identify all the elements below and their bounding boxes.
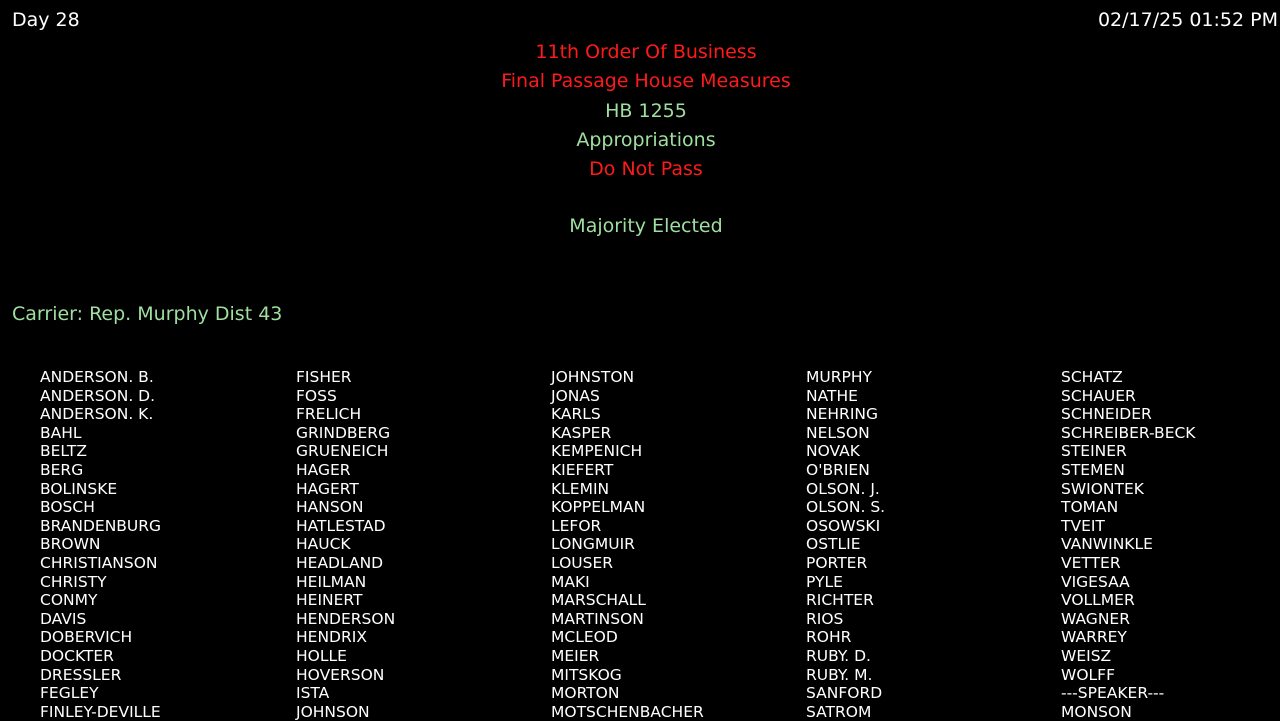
member-name: ANDERSON. D. <box>40 386 156 405</box>
member-name: O'BRIEN <box>806 460 870 479</box>
member-name: HAUCK <box>296 535 351 554</box>
member-name: WOLFF <box>1061 665 1115 684</box>
member-name: FEGLEY <box>40 684 99 703</box>
member-name: OLSON. S. <box>806 498 886 517</box>
member-name: SCHAUER <box>1061 386 1136 405</box>
member-name: PYLE <box>806 572 843 591</box>
member-name: STEMEN <box>1061 460 1125 479</box>
member-name: SCHREIBER-BECK <box>1061 423 1196 442</box>
member-name: MORTON <box>551 684 620 703</box>
member-name: MAKI <box>551 572 590 591</box>
member-name: TOMAN <box>1061 498 1119 517</box>
member-name: NOVAK <box>806 442 860 461</box>
member-name: MITSKOG <box>551 665 622 684</box>
member-name: BERG <box>40 460 84 479</box>
date-time-readout: 02/17/25 01:52 PM <box>1097 9 1278 31</box>
member-name: MONSON <box>1061 702 1132 721</box>
member-name: SANFORD <box>806 684 883 703</box>
member-name: MEIER <box>551 646 600 665</box>
member-name: TVEIT <box>1061 516 1105 535</box>
member-name: BOSCH <box>40 498 95 517</box>
member-name: ANDERSON. K. <box>40 405 154 424</box>
member-name: MCLEOD <box>551 628 618 647</box>
member-name: CHRISTY <box>40 572 107 591</box>
member-column-1 <box>40 368 161 721</box>
member-name: LEFOR <box>551 516 602 535</box>
member-name: SWIONTEK <box>1061 479 1144 498</box>
member-name: BOLINSKE <box>40 479 118 498</box>
committee-name: Appropriations <box>576 128 716 151</box>
member-name: HATLESTAD <box>296 516 386 535</box>
member-name: GRINDBERG <box>296 423 391 442</box>
member-name: BAHL <box>40 423 82 442</box>
member-name: RICHTER <box>806 591 874 610</box>
member-column-4 <box>806 368 885 721</box>
member-name: STEINER <box>1061 442 1127 461</box>
bill-number: HB 1255 <box>605 99 687 122</box>
member-name: WEISZ <box>1061 646 1112 665</box>
member-name: KASPER <box>551 423 612 442</box>
member-name: CHRISTIANSON <box>40 553 158 572</box>
member-column-5 <box>1061 368 1195 721</box>
measure-header <box>0 38 1280 184</box>
member-name: DOBERVICH <box>40 628 133 647</box>
member-name: VANWINKLE <box>1061 535 1153 554</box>
member-name: HAGERT <box>296 479 359 498</box>
member-name: ROHR <box>806 628 852 647</box>
member-name: SCHATZ <box>1061 368 1123 386</box>
member-name: BELTZ <box>40 442 88 461</box>
member-name: HEINERT <box>296 591 363 610</box>
member-name: NEHRING <box>806 405 878 424</box>
member-name: PORTER <box>806 553 868 572</box>
member-name: RUBY. D. <box>806 646 871 665</box>
member-name: FISHER <box>296 368 352 386</box>
member-name: WAGNER <box>1061 609 1130 628</box>
member-name: HOLLE <box>296 646 347 665</box>
vote-requirement: Majority Elected <box>569 215 723 237</box>
section-title: Final Passage House Measures <box>501 70 791 93</box>
member-name: DRESSLER <box>40 665 122 684</box>
member-name: SATROM <box>806 702 872 721</box>
member-column-2 <box>296 368 395 721</box>
member-name: CONMY <box>40 591 98 610</box>
member-name: ISTA <box>296 684 330 703</box>
member-name: NATHE <box>806 386 858 405</box>
member-name: FINLEY-DEVILLE <box>40 702 161 721</box>
member-name: FRELICH <box>296 405 362 424</box>
member-name: NELSON <box>806 423 870 442</box>
member-name: OSOWSKI <box>806 516 881 535</box>
legislative-day-label: Day 28 <box>12 9 80 31</box>
member-name: KIEFERT <box>551 460 614 479</box>
member-name: HANSON <box>296 498 364 517</box>
member-name: OLSON. J. <box>806 479 880 498</box>
member-column-3 <box>551 368 704 721</box>
member-name: RIOS <box>806 609 844 628</box>
member-name: KARLS <box>551 405 601 424</box>
member-name: HEILMAN <box>296 572 367 591</box>
member-name: ANDERSON. B. <box>40 368 154 386</box>
member-name: HEADLAND <box>296 553 384 572</box>
member-name: DAVIS <box>40 609 87 628</box>
member-name: HAGER <box>296 460 351 479</box>
member-name: JONAS <box>551 386 600 405</box>
member-name: BRANDENBURG <box>40 516 162 535</box>
member-name: KLEMIN <box>551 479 610 498</box>
member-name: DOCKTER <box>40 646 114 665</box>
member-name: WARREY <box>1061 628 1127 647</box>
member-name: KOPPELMAN <box>551 498 646 517</box>
member-name: SCHNEIDER <box>1061 405 1152 424</box>
member-name: RUBY. M. <box>806 665 873 684</box>
member-name: BROWN <box>40 535 101 554</box>
member-name: OSTLIE <box>806 535 861 554</box>
member-name: VOLLMER <box>1061 591 1135 610</box>
member-name: HOVERSON <box>296 665 385 684</box>
member-name: FOSS <box>296 386 337 405</box>
bill-carrier: Carrier: Rep. Murphy Dist 43 <box>12 303 283 325</box>
member-name: MARTINSON <box>551 609 644 628</box>
member-name: MARSCHALL <box>551 591 646 610</box>
member-name: JOHNSTON <box>551 368 635 386</box>
member-name: KEMPENICH <box>551 442 643 461</box>
member-name: VETTER <box>1061 553 1121 572</box>
member-name: HENDERSON <box>296 609 396 628</box>
member-name: ---SPEAKER--- <box>1061 684 1165 703</box>
order-of-business: 11th Order Of Business <box>535 41 757 63</box>
member-name: JOHNSON <box>296 702 370 721</box>
member-name: GRUENEICH <box>296 442 389 461</box>
member-name: LONGMUIR <box>551 535 635 554</box>
member-name: MOTSCHENBACHER <box>551 702 704 721</box>
member-name: LOUSER <box>551 553 614 572</box>
member-name: HENDRIX <box>296 628 367 647</box>
member-name: MURPHY <box>806 368 872 386</box>
member-name: VIGESAA <box>1061 572 1130 591</box>
committee-recommendation: Do Not Pass <box>589 158 703 181</box>
